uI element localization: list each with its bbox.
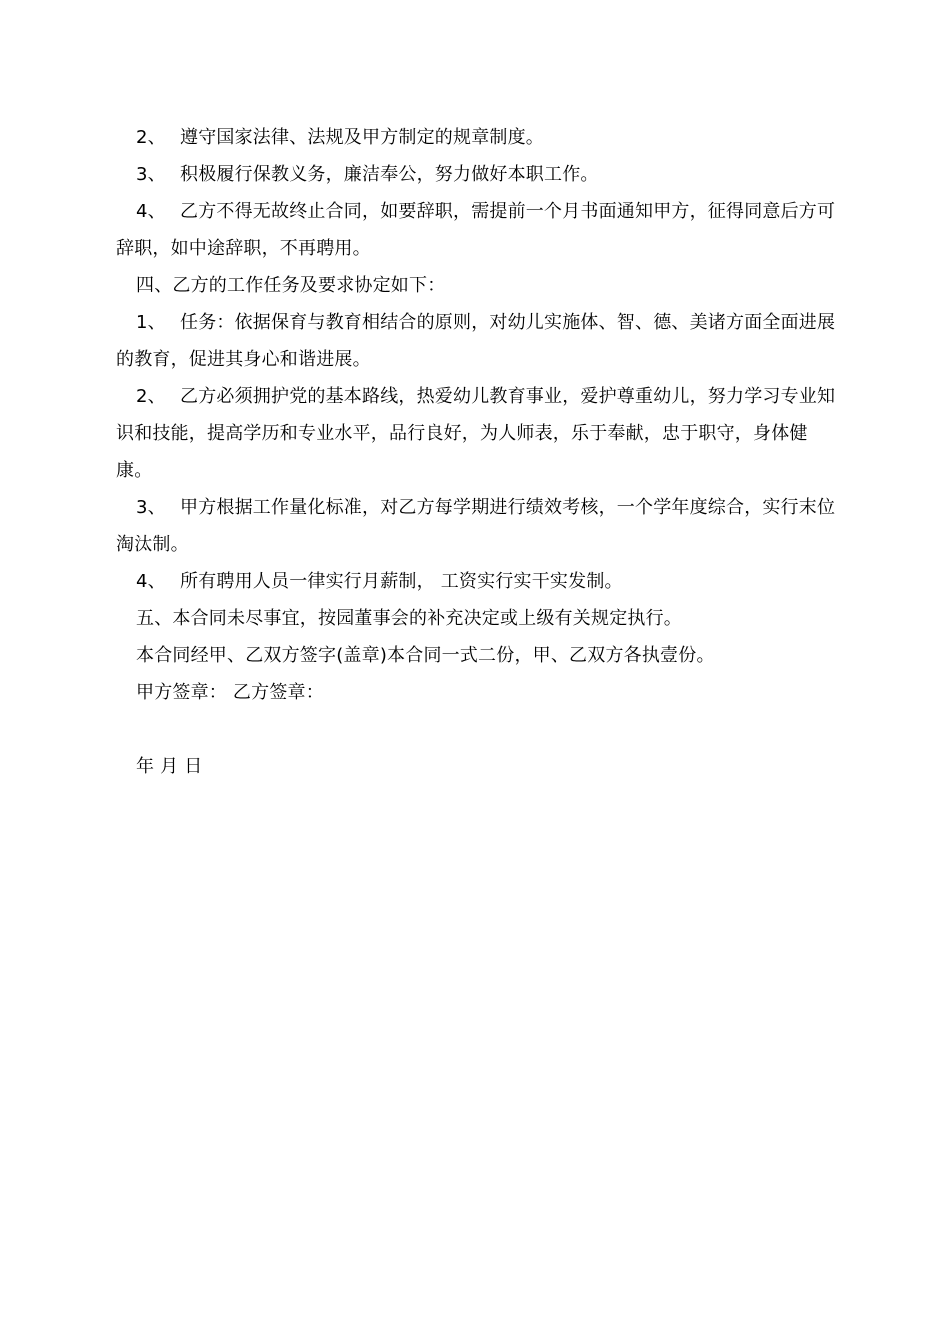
clause-text: 乙方必须拥护党的基本路线，热爱幼儿教育事业，爱护尊重幼儿，努力学习专业知识和技能，提高学历和专业水平，品行良好，为人师表，乐于奉献，忠于职守，身体健康。	[116, 386, 836, 481]
clause-number: 2、	[136, 386, 166, 407]
clause-2-obey-law	[116, 119, 836, 156]
clause-text: 甲方根据工作量化标准，对乙方每学期进行绩效考核，一个学年度综合，实行末位淘汰制。	[116, 497, 836, 555]
section-text: 本合同经甲、乙双方签字(盖章)本合同一式二份，甲、乙双方各执壹份。	[136, 645, 715, 666]
date-text: 年 月 日	[136, 756, 203, 777]
clause-text: 所有聘用人员一律实行月薪制， 工资实行实干实发制。	[180, 571, 623, 592]
document-body	[116, 119, 836, 785]
clause-number: 4、	[136, 571, 166, 592]
clause-number: 3、	[136, 164, 166, 185]
task-4	[116, 563, 836, 600]
clause-number: 3、	[136, 497, 166, 518]
clause-4-termination	[116, 193, 836, 267]
task-2	[116, 378, 836, 489]
task-3	[116, 489, 836, 563]
signature-line	[116, 674, 836, 711]
clause-number: 2、	[136, 127, 166, 148]
clause-number: 4、	[136, 201, 166, 222]
clause-number: 1、	[136, 312, 166, 333]
clause-text: 遵守国家法律、法规及甲方制定的规章制度。	[180, 127, 544, 148]
signature-text: 甲方签章： 乙方签章：	[136, 682, 324, 703]
clause-text: 任务：依据保育与教育相结合的原则，对幼儿实施体、智、德、美诸方面全面进展的教育，促进其身心和谐进展。	[116, 312, 836, 370]
section-5-text	[116, 600, 836, 637]
clause-text: 积极履行保教义务，廉洁奉公，努力做好本职工作。	[180, 164, 599, 185]
section-text: 四、乙方的工作任务及要求协定如下：	[136, 275, 446, 296]
section-4-heading	[116, 267, 836, 304]
clause-3-duties	[116, 156, 836, 193]
section-text: 五、本合同未尽事宜，按园董事会的补充决定或上级有关规定执行。	[136, 608, 682, 629]
copies-statement	[116, 637, 836, 674]
date-line	[116, 748, 836, 785]
clause-text: 乙方不得无故终止合同，如要辞职，需提前一个月书面通知甲方，征得同意后方可辞职，如中途辞职，不再聘用。	[116, 201, 836, 259]
task-1	[116, 304, 836, 378]
